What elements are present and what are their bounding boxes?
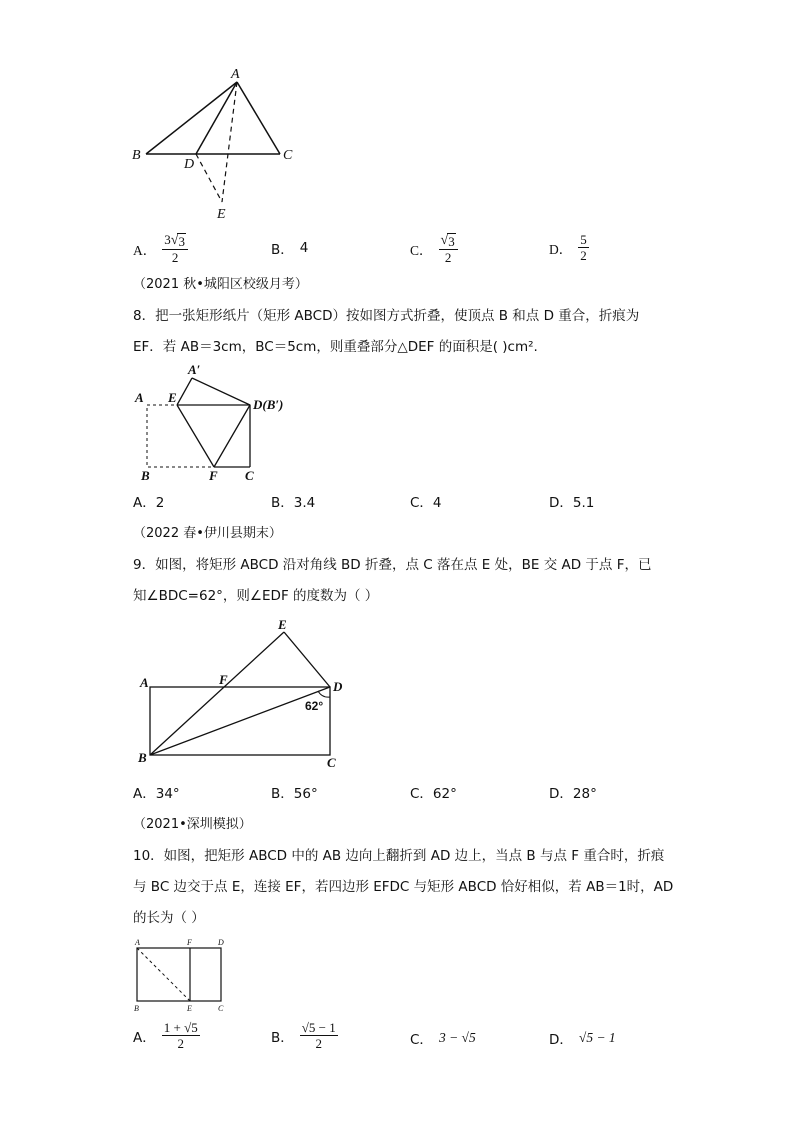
option-label: A．: [133, 242, 157, 258]
fraction: $\frac{√5 - 1}{2}$: [301, 1020, 336, 1051]
label-C: C: [327, 755, 336, 770]
option-label: C．: [410, 1032, 433, 1048]
option-label: D．: [549, 1032, 573, 1048]
label-A: A: [231, 67, 240, 82]
q10-stem-line2: 与 BC 边交于点 E，连接 EF，若四边形 EFDC 与矩形 ABCD 恰好相似，若 AB＝1时，AD: [133, 879, 674, 895]
q10-stem-line3: 的长为（ ）: [133, 910, 205, 926]
edge-A'D: [192, 378, 250, 405]
q10-figure: [130, 935, 235, 1017]
label-C: C: [218, 1004, 224, 1013]
q9-option-b[interactable]: B．56°: [271, 786, 318, 802]
q10-option-a[interactable]: [133, 1020, 200, 1051]
option-label: B．: [271, 242, 294, 258]
angle-arc: [318, 691, 330, 697]
fraction: $\frac{1 + √5}{2}$: [163, 1020, 198, 1051]
edge-DF: [214, 405, 250, 467]
q7-option-c[interactable]: [410, 232, 458, 265]
segment-AC: [237, 82, 280, 154]
q8-option-b[interactable]: B．3.4: [271, 495, 316, 511]
segment-AB: [146, 82, 237, 154]
q8-stem-line1: 8．把一张矩形纸片（矩形 ABCD）按如图方式折叠，使顶点 B 和点 D 重合，折痕为: [133, 308, 640, 324]
q7-option-a[interactable]: [133, 232, 188, 265]
option-value: 4: [299, 240, 309, 256]
label-F: F: [187, 938, 192, 947]
q7-figure: [120, 58, 310, 228]
option-label: B．: [271, 1029, 294, 1046]
q8-stem-line2: EF．若 AB＝3cm，BC＝5cm，则重叠部分△DEF 的面积是( )cm².: [133, 339, 538, 355]
label-B: B: [141, 468, 150, 483]
fold-AE: [137, 948, 190, 1001]
label-C: C: [245, 468, 254, 483]
label-D: D: [333, 679, 343, 694]
q10-stem-line1: 10．如图，把矩形 ABCD 中的 AB 边向上翻折到 AD 边上，当点 B 与点 F 重合时，折痕: [133, 848, 665, 864]
option-label: D．: [549, 241, 573, 257]
q9-source: （2022 春•伊川县期末）: [133, 526, 282, 541]
q9-option-d[interactable]: D．28°: [549, 786, 597, 802]
q9-stem-line1: 9．如图，将矩形 ABCD 沿对角线 BD 折叠，点 C 落在点 E 处，BE 交 AD 于点 F，已: [133, 557, 652, 573]
q9-option-c[interactable]: C．62°: [410, 786, 457, 802]
edge-A'E: [177, 378, 192, 405]
q8-option-a[interactable]: A．2: [133, 495, 165, 511]
segment-AD: [196, 82, 237, 154]
q8-option-d[interactable]: D．5.1: [549, 495, 595, 511]
segment-ED: [284, 632, 330, 687]
fraction: $\frac{5}{2}$: [580, 232, 587, 263]
label-F: F: [219, 672, 228, 687]
label-D-B-prime: D(B′): [253, 397, 284, 412]
diagonal-BD: [150, 687, 330, 755]
label-C: C: [283, 148, 293, 163]
q10-option-d[interactable]: [549, 1028, 616, 1048]
label-E: E: [187, 1004, 192, 1013]
option-value: 3 − √5: [438, 1030, 476, 1045]
q9-option-a[interactable]: A．34°: [133, 786, 180, 802]
q7-option-b[interactable]: [271, 238, 308, 258]
fraction: 3 √ 3 2: [162, 232, 188, 265]
q9-stem-line2: 知∠BDC=62°，则∠EDF 的度数为（ ）: [133, 588, 379, 604]
option-label: A．: [133, 1029, 156, 1046]
segment-AE: [222, 82, 237, 202]
label-E: E: [168, 390, 177, 405]
fraction: √ 3 2: [439, 232, 458, 265]
label-A: A: [140, 675, 149, 690]
option-value: √5 − 1: [578, 1030, 616, 1045]
label-D: D: [218, 938, 224, 947]
segment-DE: [196, 154, 222, 202]
label-D: D: [184, 157, 195, 172]
segment-BE: [150, 632, 284, 755]
q8-source: （2021 秋•城阳区校级月考）: [133, 277, 308, 292]
rect-ABCD: [137, 948, 221, 1001]
option-label: C．: [410, 242, 433, 258]
label-F: F: [209, 468, 218, 483]
label-E: E: [217, 207, 226, 222]
q8-figure: [130, 360, 290, 485]
rect-left-dashed: [147, 405, 250, 467]
q9-figure: [130, 615, 360, 775]
label-B: B: [132, 148, 141, 163]
q10-source: （2021•深圳模拟）: [133, 817, 252, 832]
q10-option-c[interactable]: [410, 1028, 476, 1048]
label-A: A: [135, 938, 140, 947]
label-B: B: [138, 750, 147, 765]
label-A: A: [135, 390, 144, 405]
label-B: B: [134, 1004, 139, 1013]
label-A-prime: A′: [188, 362, 201, 377]
edge-EF: [177, 405, 214, 467]
q10-option-b[interactable]: [271, 1020, 338, 1051]
q8-option-c[interactable]: C．4: [410, 495, 442, 511]
label-angle-62: 62°: [305, 699, 324, 713]
label-E: E: [278, 617, 287, 632]
q7-option-d[interactable]: [549, 232, 589, 263]
